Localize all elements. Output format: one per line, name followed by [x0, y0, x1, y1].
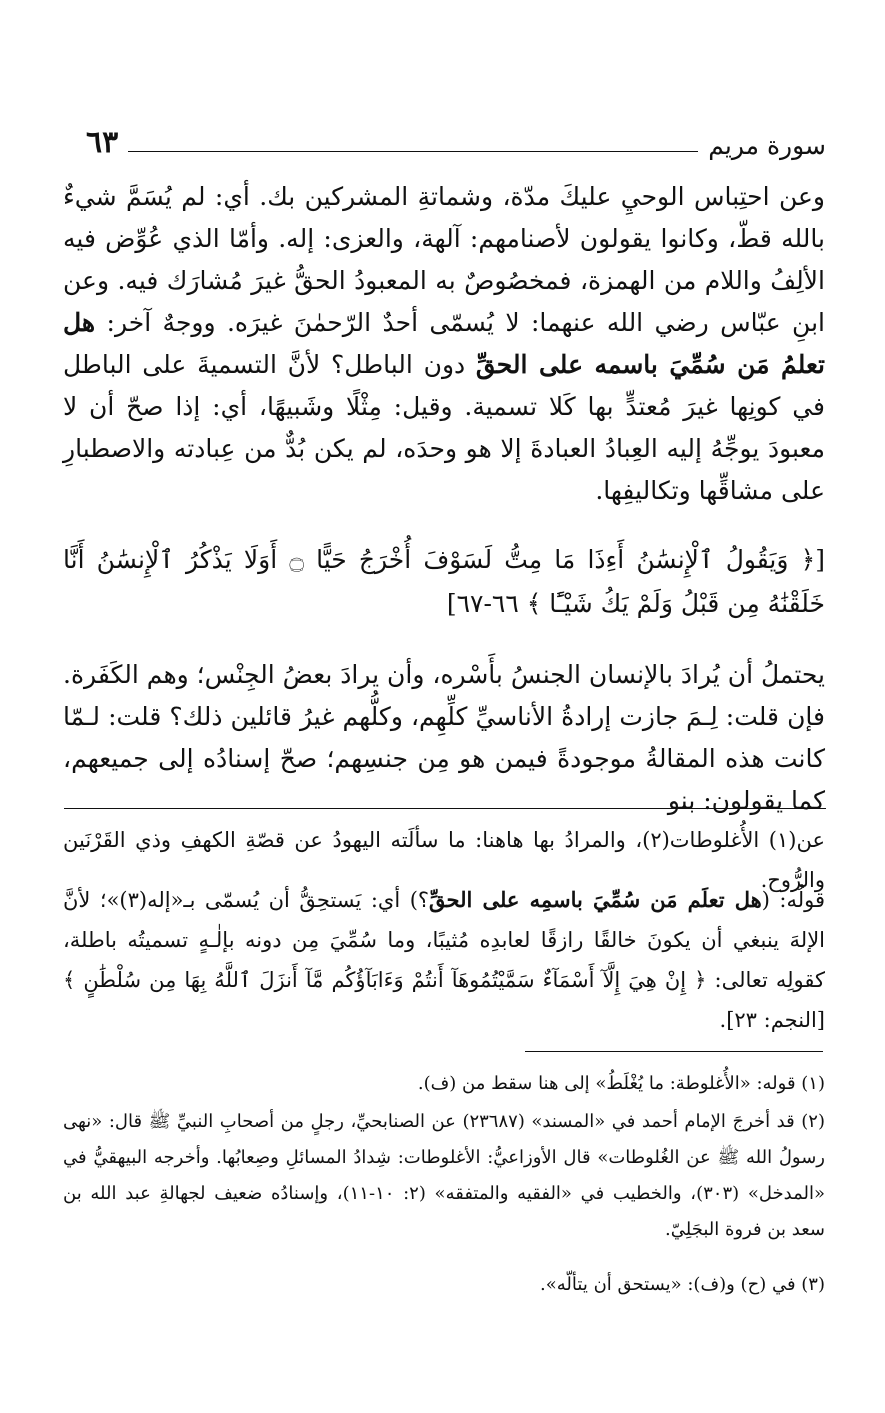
commentary-note-1: عن(١) الأُغلوطات(٢)، والمرادُ بها هاهنا: ما سألَته اليهودُ عن قصّةِ الكهفِ وذي القَرْنَين والرُّوح.: [63, 828, 825, 892]
footnote-divider: [525, 1051, 823, 1052]
paragraph-1-end: دون الباطل؟ لأنَّ التسميةَ على الباطل في كونِها غيرَ مُعتدٍّ بها كَلا تسمية. وقيل: مِثْلًا وشَبيهًا، أي: إذا صحّ أن لا معبودَ يوجِّهُ إليه العِبادُ العبادةَ إلا هو وحدَه، لم يكن بُدٌّ من عِبادته والاصطبارِ على مشاقِّها وتكاليفِها.: [63, 350, 825, 505]
quran-verse: [﴿ وَيَقُولُ ٱلْإِنسَٰنُ أَءِذَا مَا مِتُّ لَسَوْفَ أُخْرَجُ حَيًّا ۝ أَوَلَا يَذْكُرُ ٱلْإِنسَٰنُ أَنَّا خَلَقْنَٰهُ مِن قَبْلُ وَلَمْ يَكُ شَيْـًٔا ﴾ ٦٦-٦٧]: [63, 545, 825, 618]
main-paragraph-1: [63, 176, 825, 512]
note-2-rest: ؟) أي: يَستحِقُّ أن يُسمّى بـ«إله(٣)»؛ لأنَّ الإلهَ ينبغي أن يكونَ خالقًا رازقًا لعابدِه مُثيبًا، وما سُمِّيَ مِن دونه بإلٰـهٍ تسميتُه باطلة، كقولِه تعالى: ﴿ إِنْ هِيَ إِلَّآ أَسْمَآءٌ سَمَّيْتُمُوهَآ أَنتُمْ وَءَابَآؤُكُم مَّآ أَنزَلَ ٱللَّهُ بِهَا مِن سُلْطَٰنٍ ﴾ [النجم: ٢٣].: [63, 888, 825, 1032]
surah-title: سورة مريم: [708, 131, 826, 160]
commentary-divider: [64, 808, 826, 809]
paragraph-1-bold: هل تعلمُ مَن سُمِّيَ باسمه على الحقِّ: [63, 308, 825, 379]
header-rule: [128, 151, 698, 152]
note-2-start: قولُه: (: [761, 888, 825, 912]
page-number: ٦٣: [86, 125, 119, 160]
footnote-1: (١) قوله: «الأُغلوطة: ما يُغْلَطُ» إلى هنا سقط من (ف).: [417, 1073, 825, 1094]
footnote-3: (٣) في (ح) و(ف): «يستحق أن يتألّه».: [540, 1274, 825, 1295]
footnote-2: (٢) قد أخرجَ الإمام أحمد في «المسند» (٢٣٦٨٧) عن الصنابحيِّ، رجلٍ من أصحابِ النبيِّ ﷺ قال: «نهى رسولُ الله ﷺ عن الغُلوطات» قال الأوزاعيُّ: الأغلوطات: شِدادُ المسائلِ وصِعابُها. وأخرجه البيهقيُّ في «المدخل» (٣٠٣)، والخطيب في «الفقيه والمتفقه» (٢: ١٠-١١)، وإسنادُه ضعيف لجهالةِ عبد الله بن سعد بن فروة البجَلِيّ.: [63, 1111, 825, 1240]
paragraph-1-text: وعن احتِباس الوحيِ عليكَ مدّة، وشماتةِ المشركين بك. أي: لم يُسَمَّ شيءٌ بالله قطّ، وكانوا يقولون لأصنامهم: آلهة، والعزى: إله. وأمّا الذي عُوِّض فيه الألِفُ واللام من الهمزة، فمخصُوصٌ به المعبودُ الحقُّ غيرَ مُشارَك فيه. وعن ابنِ عبّاس رضي الله عنهما: لا يُسمّى أحدٌ الرّحمٰنَ غيرَه. ووجهٌ آخر:: [63, 182, 825, 337]
note-2-bold: هل تعلَم مَن سُمِّيَ باسمِه على الحقِّ: [429, 887, 762, 912]
commentary-note-2: [63, 880, 825, 1040]
main-paragraph-2: يحتملُ أن يُرادَ بالإنسان الجنسُ بأَسْره، وأن يرادَ بعضُ الجِنْس؛ وهم الكَفَرة. فإن قلت: لِـمَ جازت إرادةُ الأناسيِّ كلِّهِم، وكلُّهم غيرُ قائلين ذلك؟ قلت: لـمّا كانت هذه المقالةُ موجودةً فيمن هو مِن جنسِهم؛ صحّ إسنادُه إلى جميعهم، كما يقولون: بنو: [63, 660, 825, 815]
page-header: [86, 114, 826, 158]
